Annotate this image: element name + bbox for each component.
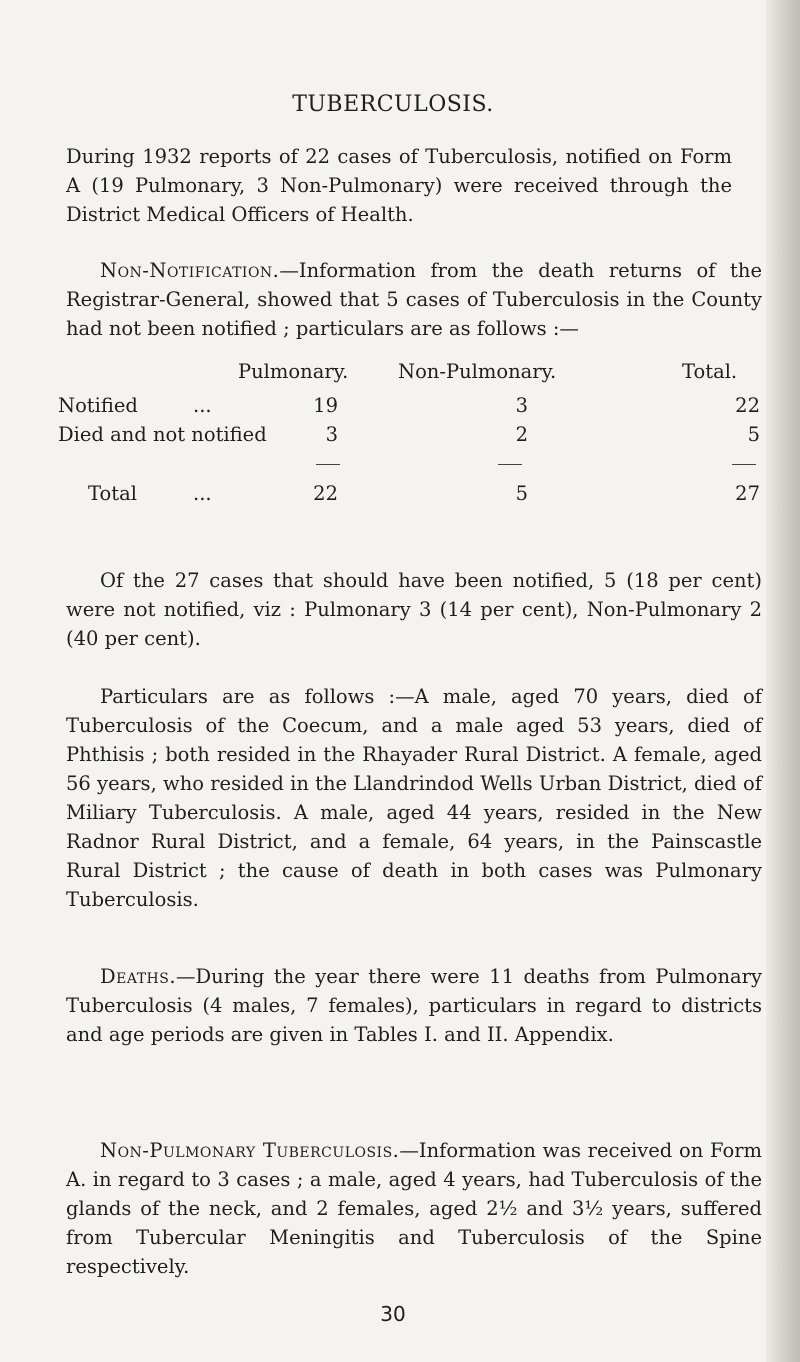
page-title: TUBERCULOSIS.	[292, 92, 494, 117]
table-row-total	[58, 482, 768, 510]
cell-non-pulmonary: 2	[515, 423, 528, 446]
intro-paragraph	[36, 142, 732, 229]
deaths-heading: Deaths.	[100, 965, 177, 988]
header-non-pulmonary: Non-Pulmonary.	[398, 360, 557, 383]
header-pulmonary: Pulmonary.	[238, 360, 349, 383]
non-notification-paragraph	[66, 256, 762, 343]
non-pulmonary-heading: Non-Pulmonary Tuberculosis.	[100, 1139, 400, 1162]
sum-rule-total	[732, 464, 756, 465]
table-row-notified	[58, 394, 768, 422]
non-notification-text: —Information from the death returns of the Registrar-General, showed that 5 cases of Tuberculosis in the County had not been notified ; particulars are as follows :—	[66, 259, 762, 340]
non-pulmonary-text: —Information was received on Form A. in regard to 3 cases ; a male, aged 4 years, had Tuberculosis of the glands of the neck, and 2 females, aged 2½ and 3½ years, suffered from Tubercular Meningitis and Tuberculosis of the Spine respectively.	[66, 1139, 763, 1278]
cell-pulmonary: 3	[325, 423, 338, 446]
cell-non-pulmonary: 3	[515, 394, 528, 417]
table-header-row	[58, 360, 768, 388]
cell-pulmonary: 22	[313, 482, 338, 505]
cell-pulmonary: 19	[313, 394, 338, 417]
row-label: Total	[88, 482, 137, 505]
cell-total: 5	[747, 423, 760, 446]
page-edge-shadow	[766, 0, 800, 1362]
non-notification-heading: Non-Notification.	[100, 259, 280, 282]
cell-non-pulmonary: 5	[515, 482, 528, 505]
row-dots: ...	[193, 482, 212, 505]
deaths-paragraph	[66, 962, 762, 1049]
cell-total: 27	[735, 482, 760, 505]
intro-text: During 1932 reports of 22 cases of Tuberculosis, notified on Form A (19 Pulmonary, 3 Non-Pulmonary) were received through the District Medical Officers of Health.	[66, 145, 732, 226]
row-label: Notified	[58, 394, 138, 417]
page-number: 30	[380, 1302, 406, 1326]
table-row-died-not-notified	[58, 423, 768, 451]
sum-rule-pulmonary	[316, 464, 340, 465]
header-total: Total.	[682, 360, 738, 383]
row-label: Died and not notified	[58, 423, 267, 446]
non-pulmonary-paragraph	[66, 1136, 762, 1281]
percentage-paragraph: Of the 27 cases that should have been notified, 5 (18 per cent) were not notified, viz : Pulmonary 3 (14 per cent), Non-Pulmonary 2 (40 per cent).	[66, 569, 762, 650]
cell-total: 22	[735, 394, 760, 417]
particulars-paragraph: Particulars are as follows :—A male, aged 70 years, died of Tuberculosis of the Coecum, and a male aged 53 years, died of Phthisis ; both resided in the Rhayader Rural District. A female, aged 56 years, who resided in the Llandrindod Wells Urban District, died of Miliary Tuberculosis. A male, aged 44 years, resided in the New Radnor Rural District, and a female, 64 years, in the Painscastle Rural District ; the cause of death in both cases was Pulmonary Tuberculosis.	[66, 685, 762, 911]
sum-rule-non-pulmonary	[498, 464, 522, 465]
row-dots: ...	[193, 394, 212, 417]
deaths-text: —During the year there were 11 deaths from Pulmonary Tuberculosis (4 males, 7 females), particulars in regard to districts and age periods are given in Tables I. and II. Appendix.	[66, 965, 762, 1046]
